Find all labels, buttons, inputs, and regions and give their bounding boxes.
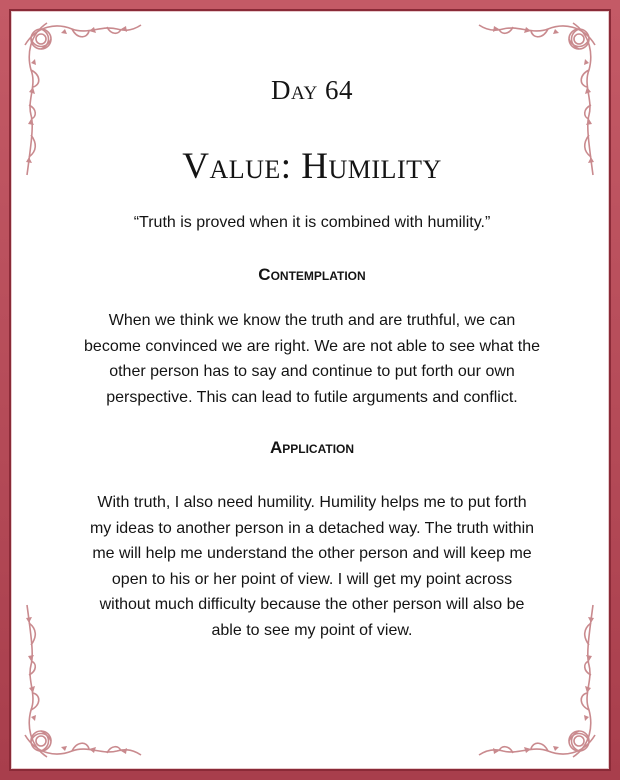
page-sheet: [9, 9, 611, 771]
day-label: Day 64: [271, 75, 353, 105]
contemplation-paragraph: [61, 308, 563, 410]
application-line: open to his or her point of view. I will get my point across: [111, 570, 513, 588]
contemplation-line: When we think we know the truth and are truthful, we can: [108, 312, 516, 329]
contemplation-line: other person has to say and continue to put forth our own: [109, 363, 515, 380]
contemplation-line: perspective. This can lead to futile arguments and conflict.: [106, 388, 518, 406]
application-line: able to see my point of view.: [211, 621, 413, 639]
quote-text: “Truth is proved when it is combined with humility.”: [133, 214, 491, 231]
application-line: me will help me understand the other person and will keep me: [92, 545, 532, 562]
application-line: without much difficulty because the other person will also be: [99, 596, 525, 613]
contemplation-line: become convinced we are right. We are not able to see what the: [84, 337, 540, 355]
application-paragraph: [61, 490, 563, 643]
contemplation-heading: Contemplation: [258, 265, 366, 284]
application-line: With truth, I also need humility. Humility helps me to put forth: [97, 494, 527, 511]
page-title: Value: Humility: [182, 146, 442, 187]
application-heading: Application: [269, 438, 355, 457]
application-line: my ideas to another person in a detached way. The truth within: [89, 519, 535, 537]
